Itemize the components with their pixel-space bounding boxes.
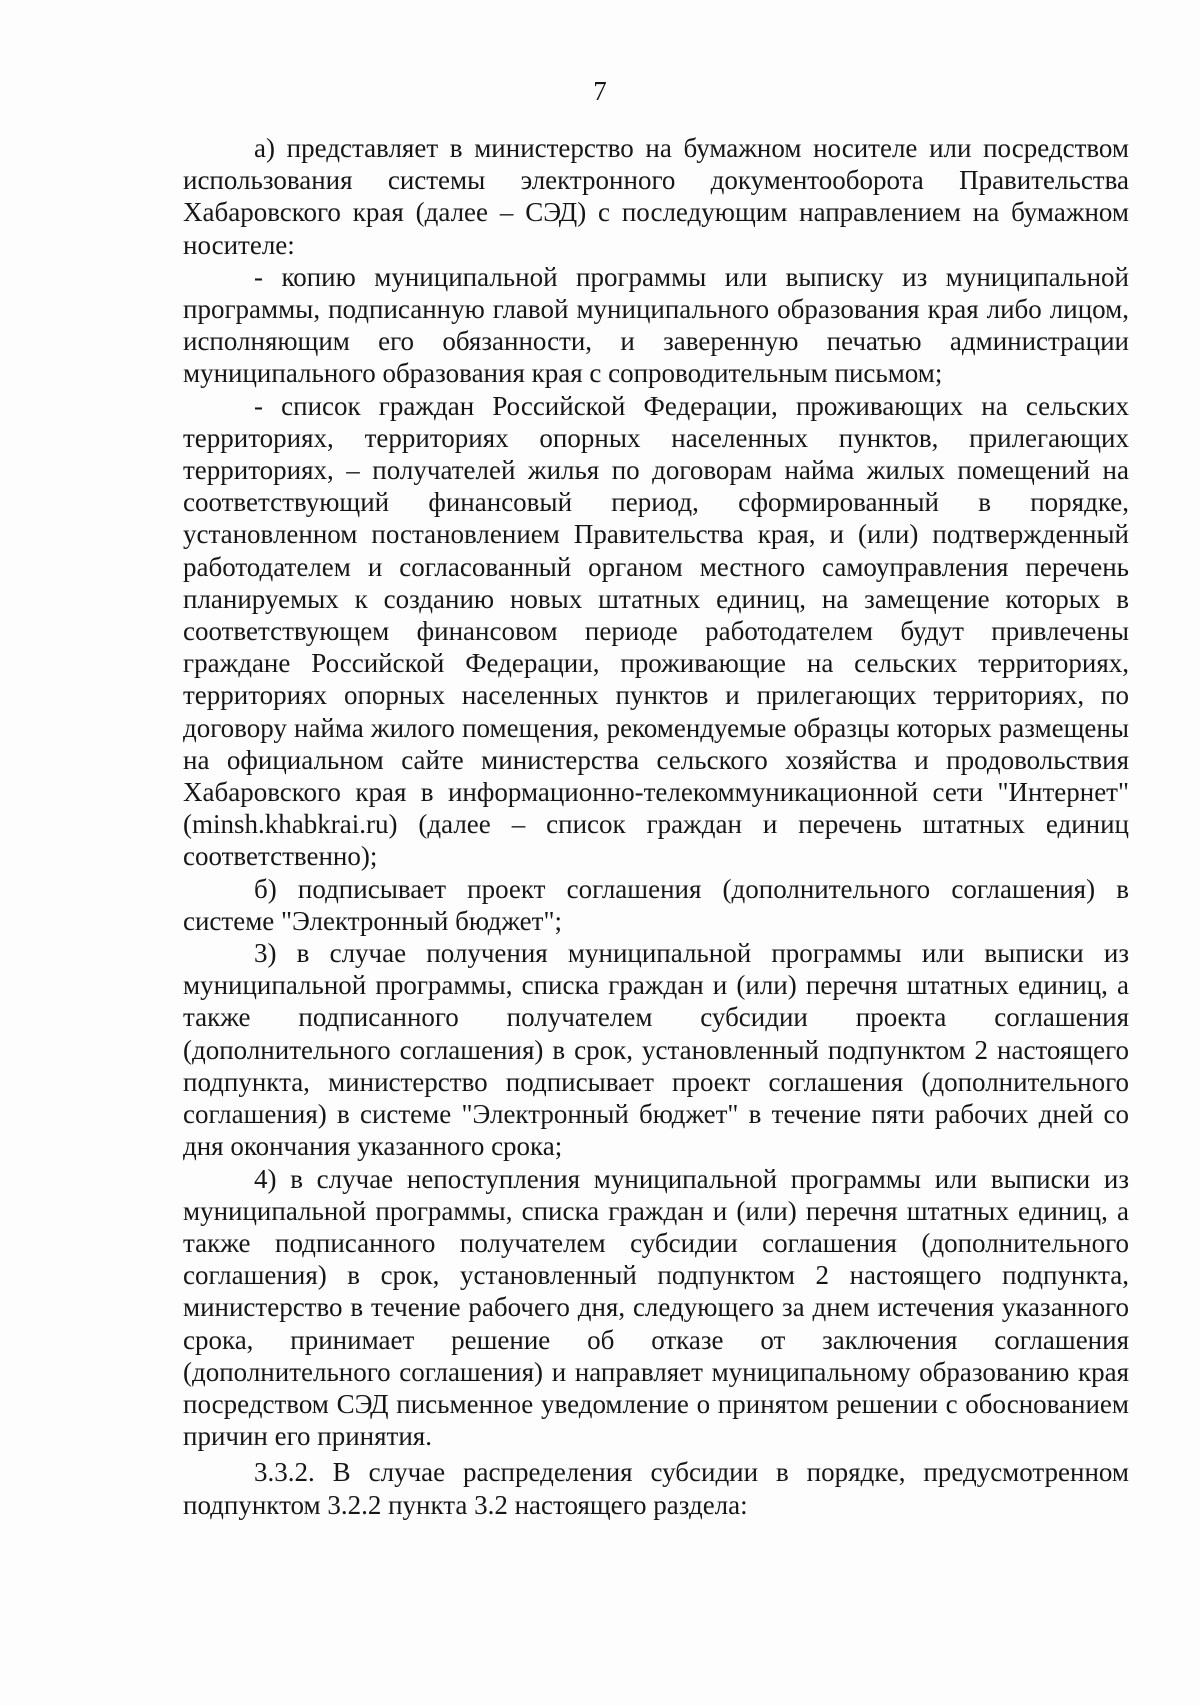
paragraph-municipal-program-copy: - копию муниципальной программы или выписку из муниципальной программы, подписанную главой муниципального образования края либо лицом, исполняющим его обязанности, и заверенную печатью администрации муниципального образования края с сопроводительным письмом;: [183, 261, 1129, 389]
page-number: 7: [593, 76, 607, 106]
paragraph-b: б) подписывает проект соглашения (дополнительного соглашения) в системе "Электронный бюджет";: [183, 873, 1129, 936]
paragraph-a: а) представляет в министерство на бумажном носителе или посредством использования системы электронного документооборота Правительства Хабаровского края (далее – СЭД) с последующим направлением на бумажном носителе:: [183, 133, 1129, 260]
paragraph-3-3-2: 3.3.2. В случае распределения субсидии в порядке, предусмотренном подпунктом 3.2.2 пункта 3.2 настоящего раздела:: [183, 1457, 1129, 1520]
paragraph-4: 4) в случае непоступления муниципальной программы или выписки из муниципальной программы, списка граждан и (или) перечня штатных единиц, а также подписанного получателем субсидии соглашения (дополнительного соглашения) в срок, установленный подпунктом 2 настоящего подпункта, министерство в течение рабочего дня, следующего за днем истечения указанного срока, принимает решение об отказе от заключения соглашения (дополнительного соглашения) и направляет муниципальному образованию края посредством СЭД письменное уведомление о принятом решении с обоснованием причин его принятия.: [183, 1163, 1129, 1452]
document-body: [183, 132, 1129, 1521]
paragraph-3: 3) в случае получения муниципальной программы или выписки из муниципальной программы, списка граждан и (или) перечня штатных единиц, а также подписанного получателем субсидии проекта соглашения (дополнительного соглашения) в срок, установленный подпунктом 2 настоящего подпункта, министерство подписывает проект соглашения (дополнительного соглашения) в системе "Электронный бюджет" в течение пяти рабочих дней со дня окончания указанного срока;: [183, 938, 1129, 1162]
paragraph-citizens-list: - список граждан Российской Федерации, проживающих на сельских территориях, территориях опорных населенных пунктов, прилегающих территориях, – получателей жилья по договорам найма жилых помещений на соответствующий финансовый период, сформированный в порядке, установленном постановлением Правительства края, и (или) подтвержденный работодателем и согласованный органом местного самоуправления перечень планируемых к созданию новых штатных единиц, на замещение которых в соответствующем финансовом периоде работодателем будут привлечены граждане Российской Федерации, проживающие на сельских территориях, территориях опорных населенных пунктов и прилегающих территориях, по договору найма жилого помещения, рекомендуемые образцы которых размещены на официальном сайте министерства сельского хозяйства и продовольствия Хабаровского края в информационно-телекоммуникационной сети "Интернет" (minsh.khabkrai.ru) (далее – список граждан и перечень штатных единиц соответственно);: [183, 390, 1129, 872]
